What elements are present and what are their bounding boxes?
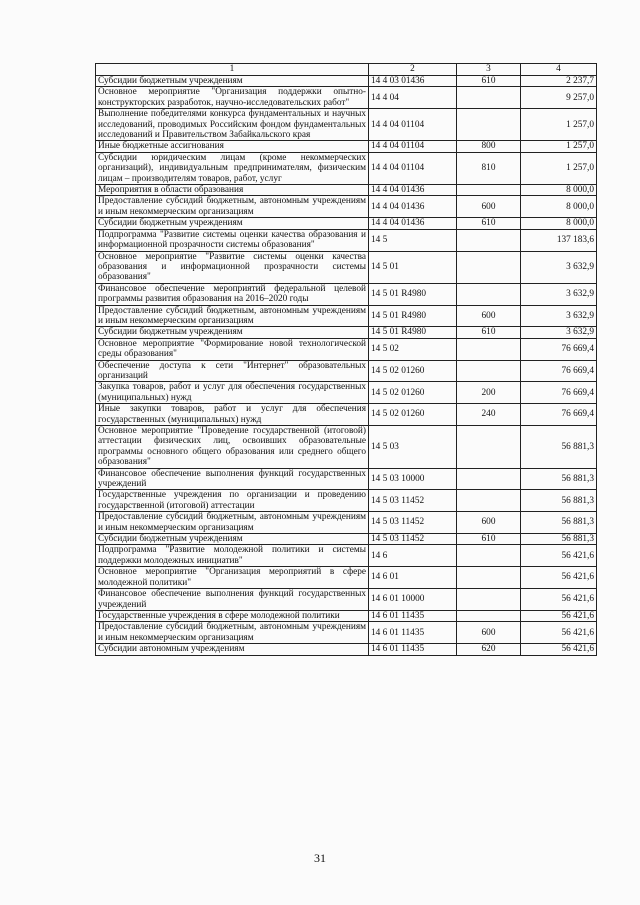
table-row — [96, 622, 597, 644]
cell-sum: 56 421,6 — [521, 644, 597, 655]
cell-code: 14 5 — [369, 229, 457, 251]
cell-name: Мероприятия в области образования — [96, 185, 369, 196]
cell-sum: 76 669,4 — [521, 382, 597, 404]
table-row — [96, 196, 597, 218]
cell-name: Предоставление субсидий бюджетным, автономным учреждениям и иным некоммерческим организациям — [96, 305, 369, 327]
cell-code: 14 5 03 11452 — [369, 534, 457, 545]
table-row — [96, 426, 597, 469]
table-row — [96, 109, 597, 141]
cell-name: Закупка товаров, работ и услуг для обеспечения государственных (муниципальных) нужд — [96, 382, 369, 404]
cell-code: 14 5 01 R4980 — [369, 283, 457, 305]
header-cell-name: 1 — [96, 64, 369, 76]
cell-sum: 9 257,0 — [521, 87, 597, 109]
cell-code: 14 5 01 — [369, 251, 457, 283]
cell-kind — [457, 251, 521, 283]
cell-name: Обеспечение доступа к сети "Интернет" образовательных организаций — [96, 360, 369, 382]
cell-name: Предоставление субсидий бюджетным, автономным учреждениям и иным некоммерческим организациям — [96, 512, 369, 534]
cell-kind — [457, 109, 521, 141]
cell-sum: 2 237,7 — [521, 76, 597, 87]
cell-sum: 3 632,9 — [521, 251, 597, 283]
cell-name: Субсидии бюджетным учреждениям — [96, 534, 369, 545]
budget-table — [95, 63, 597, 656]
header-cell-sum: 4 — [521, 64, 597, 76]
cell-name: Основное мероприятие "Развитие системы оценки качества образования и информационной прозрачности системы образования" — [96, 251, 369, 283]
cell-code: 14 6 01 10000 — [369, 589, 457, 611]
cell-kind — [457, 567, 521, 589]
cell-name: Государственные учреждения в сфере молодежной политики — [96, 610, 369, 621]
cell-sum: 3 632,9 — [521, 305, 597, 327]
table-row — [96, 610, 597, 621]
cell-code: 14 6 01 11435 — [369, 644, 457, 655]
cell-sum: 76 669,4 — [521, 404, 597, 426]
cell-code: 14 5 01 R4980 — [369, 327, 457, 338]
cell-sum: 76 669,4 — [521, 338, 597, 360]
table-row — [96, 229, 597, 251]
table-row — [96, 360, 597, 382]
cell-code: 14 5 02 — [369, 338, 457, 360]
table-row — [96, 338, 597, 360]
cell-code: 14 5 03 — [369, 426, 457, 469]
cell-sum: 1 257,0 — [521, 152, 597, 184]
header-cell-kind: 3 — [457, 64, 521, 76]
cell-kind — [457, 338, 521, 360]
cell-name: Субсидии автономным учреждениям — [96, 644, 369, 655]
cell-sum: 8 000,0 — [521, 185, 597, 196]
cell-name: Предоставление субсидий бюджетным, автономным учреждениям и иным некоммерческим организациям — [96, 196, 369, 218]
cell-name: Субсидии бюджетным учреждениям — [96, 327, 369, 338]
table-row — [96, 141, 597, 152]
cell-code: 14 5 03 11452 — [369, 512, 457, 534]
cell-code: 14 5 01 R4980 — [369, 305, 457, 327]
cell-kind — [457, 468, 521, 490]
table-row — [96, 490, 597, 512]
cell-code: 14 4 04 01436 — [369, 185, 457, 196]
cell-code: 14 4 04 01104 — [369, 141, 457, 152]
cell-code: 14 6 01 11435 — [369, 622, 457, 644]
table-row — [96, 545, 597, 567]
cell-name: Финансовое обеспечение мероприятий федеральной целевой программы развития образования на 2016–2020 годы — [96, 283, 369, 305]
cell-name: Основное мероприятие "Организация мероприятий в сфере молодежной политики" — [96, 567, 369, 589]
cell-sum: 56 421,6 — [521, 545, 597, 567]
cell-kind — [457, 589, 521, 611]
cell-kind — [457, 229, 521, 251]
cell-kind: 600 — [457, 196, 521, 218]
table-row — [96, 305, 597, 327]
header-cell-code: 2 — [369, 64, 457, 76]
cell-name: Государственные учреждения по организации и проведению государственной (итоговой) аттестации — [96, 490, 369, 512]
table-row — [96, 382, 597, 404]
cell-sum: 56 881,3 — [521, 468, 597, 490]
cell-kind — [457, 185, 521, 196]
cell-sum: 8 000,0 — [521, 218, 597, 229]
cell-code: 14 5 02 01260 — [369, 360, 457, 382]
cell-kind — [457, 360, 521, 382]
cell-name: Выполнение победителями конкурса фундаментальных и научных исследований, проводимых Российским фондом фундаментальных исследований и Правительством Забайкальского края — [96, 109, 369, 141]
cell-name: Иные бюджетные ассигнования — [96, 141, 369, 152]
cell-code: 14 4 04 01104 — [369, 152, 457, 184]
cell-sum: 8 000,0 — [521, 196, 597, 218]
table-row — [96, 512, 597, 534]
cell-kind: 610 — [457, 534, 521, 545]
table-row — [96, 534, 597, 545]
cell-code: 14 4 04 — [369, 87, 457, 109]
table-row — [96, 87, 597, 109]
cell-name: Основное мероприятие "Организация поддержки опытно-конструкторских разработок, научно-исследовательских работ" — [96, 87, 369, 109]
cell-sum: 137 183,6 — [521, 229, 597, 251]
cell-kind — [457, 87, 521, 109]
cell-name: Предоставление субсидий бюджетным, автономным учреждениям и иным некоммерческим организациям — [96, 622, 369, 644]
cell-code: 14 6 01 — [369, 567, 457, 589]
page-number: 31 — [314, 851, 326, 865]
cell-code: 14 4 04 01104 — [369, 109, 457, 141]
cell-kind: 600 — [457, 622, 521, 644]
cell-kind: 800 — [457, 141, 521, 152]
cell-sum: 1 257,0 — [521, 109, 597, 141]
cell-kind: 610 — [457, 218, 521, 229]
cell-name: Основное мероприятие "Формирование новой технологической среды образования" — [96, 338, 369, 360]
table-row — [96, 283, 597, 305]
cell-sum: 56 421,6 — [521, 610, 597, 621]
table-row — [96, 404, 597, 426]
cell-code: 14 5 02 01260 — [369, 404, 457, 426]
table-row — [96, 327, 597, 338]
cell-name: Подпрограмма "Развитие системы оценки качества образования и информационной прозрачности системы образования" — [96, 229, 369, 251]
table-row — [96, 644, 597, 655]
cell-kind: 600 — [457, 512, 521, 534]
cell-sum: 56 881,3 — [521, 490, 597, 512]
table-row — [96, 152, 597, 184]
cell-code: 14 5 03 11452 — [369, 490, 457, 512]
cell-kind: 600 — [457, 305, 521, 327]
cell-name: Субсидии юридическим лицам (кроме некоммерческих организаций), индивидуальным предпринимателям, физическим лицам – производителям товаров, работ, услуг — [96, 152, 369, 184]
cell-name: Основное мероприятие "Проведение государственной (итоговой) аттестации физических лиц, освоивших образовательные программы основного общего образования или среднего общего образования" — [96, 426, 369, 469]
cell-sum: 56 421,6 — [521, 622, 597, 644]
cell-sum: 76 669,4 — [521, 360, 597, 382]
cell-code: 14 4 04 01436 — [369, 196, 457, 218]
cell-kind: 810 — [457, 152, 521, 184]
cell-name: Подпрограмма "Развитие молодежной политики и системы поддержки молодежных инициатив" — [96, 545, 369, 567]
cell-sum: 56 881,3 — [521, 512, 597, 534]
cell-code: 14 4 03 01436 — [369, 76, 457, 87]
cell-kind — [457, 490, 521, 512]
cell-kind — [457, 545, 521, 567]
cell-kind: 620 — [457, 644, 521, 655]
cell-sum: 1 257,0 — [521, 141, 597, 152]
cell-kind — [457, 426, 521, 469]
table-row — [96, 567, 597, 589]
table-row — [96, 185, 597, 196]
cell-code: 14 6 — [369, 545, 457, 567]
cell-sum: 56 421,6 — [521, 589, 597, 611]
cell-code: 14 6 01 11435 — [369, 610, 457, 621]
cell-kind: 200 — [457, 382, 521, 404]
cell-sum: 56 881,3 — [521, 534, 597, 545]
table-row — [96, 468, 597, 490]
cell-name: Иные закупки товаров, работ и услуг для обеспечения государственных (муниципальных) нужд — [96, 404, 369, 426]
cell-kind — [457, 610, 521, 621]
table-row — [96, 76, 597, 87]
cell-name: Субсидии бюджетным учреждениям — [96, 218, 369, 229]
cell-sum: 3 632,9 — [521, 327, 597, 338]
cell-sum: 56 421,6 — [521, 567, 597, 589]
cell-code: 14 4 04 01436 — [369, 218, 457, 229]
cell-kind: 610 — [457, 76, 521, 87]
cell-code: 14 5 02 01260 — [369, 382, 457, 404]
cell-sum: 3 632,9 — [521, 283, 597, 305]
cell-name: Субсидии бюджетным учреждениям — [96, 76, 369, 87]
cell-name: Финансовое обеспечение выполнения функций государственных учреждений — [96, 468, 369, 490]
header-row — [96, 64, 597, 76]
cell-name: Финансовое обеспечение выполнения функций государственных учреждений — [96, 589, 369, 611]
table-row — [96, 251, 597, 283]
cell-kind: 240 — [457, 404, 521, 426]
budget-table-body — [96, 64, 597, 656]
cell-code: 14 5 03 10000 — [369, 468, 457, 490]
cell-sum: 56 881,3 — [521, 426, 597, 469]
table-row — [96, 589, 597, 611]
table-row — [96, 218, 597, 229]
cell-kind — [457, 283, 521, 305]
cell-kind: 610 — [457, 327, 521, 338]
